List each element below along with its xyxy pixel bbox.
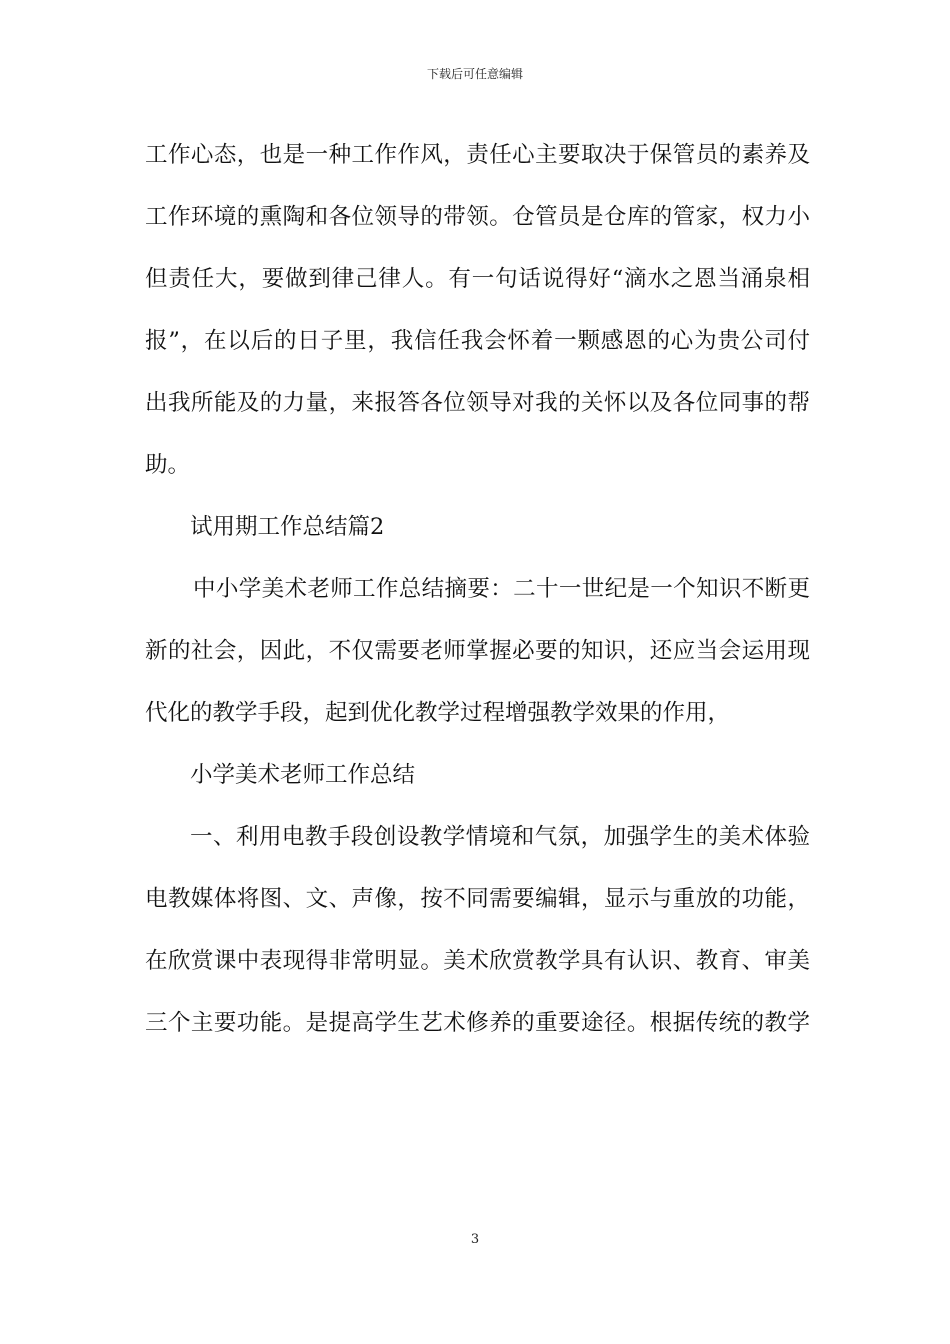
text-line: 一、利用电教手段创设教学情境和气氛，加强学生的美术体验	[190, 824, 810, 850]
text-line: 中小学美术老师工作总结摘要：二十一世纪是一个知识不断更	[193, 576, 810, 602]
text-line: 出我所能及的力量，来报答各位领导对我的关怀以及各位同事的帮	[145, 390, 810, 416]
text-line: 在欣赏课中表现得非常明显。美术欣赏教学具有认识、教育、审美	[145, 948, 810, 974]
text-line: 助。	[145, 452, 191, 478]
subsection-heading: 小学美术老师工作总结	[190, 762, 416, 788]
section-heading: 试用期工作总结篇2	[190, 514, 385, 540]
text-line: 代化的教学手段，起到优化教学过程增强教学效果的作用，	[145, 700, 731, 726]
document-body	[145, 124, 810, 1054]
text-line: 新的社会，因此，不仅需要老师掌握必要的知识，还应当会运用现	[145, 638, 810, 664]
text-line: 工作环境的熏陶和各位领导的带领。仓管员是仓库的管家，权力小	[145, 204, 810, 230]
text-line: 工作心态，也是一种工作作风，责任心主要取决于保管员的素养及	[145, 142, 810, 168]
text-line: 三个主要功能。是提高学生艺术修养的重要途径。根据传统的教学	[145, 1010, 810, 1036]
text-line: 报”，在以后的日子里，我信任我会怀着一颗感恩的心为贵公司付	[145, 328, 810, 354]
page-number: 3	[470, 1232, 480, 1247]
text-line: 电教媒体将图、文、声像，按不同需要编辑，显示与重放的功能，	[145, 886, 810, 912]
page-header: 下载后可任意编辑	[426, 67, 523, 81]
text-line: 但责任大，要做到律己律人。有一句话说得好“滴水之恩当涌泉相	[145, 266, 810, 292]
